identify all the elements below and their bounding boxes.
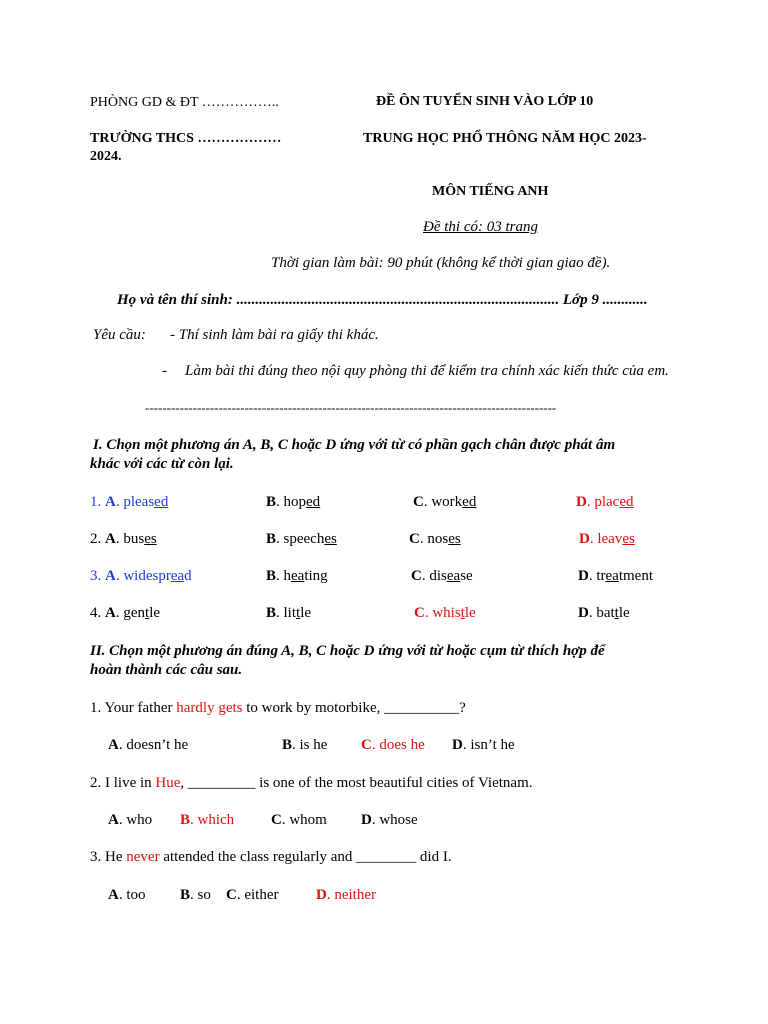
word-part: . widespr bbox=[115, 568, 171, 584]
option-letter: D bbox=[576, 494, 587, 510]
department-label: PHÒNG GD & ĐT …………….. bbox=[90, 95, 279, 110]
option-text: . whose bbox=[371, 812, 418, 828]
s1-q2-option-d bbox=[579, 531, 635, 548]
s1-q4-option-a bbox=[90, 605, 160, 622]
s2-q2-option-c bbox=[271, 812, 327, 829]
s1-q3-option-d bbox=[578, 568, 653, 585]
word-part: tment bbox=[618, 568, 654, 584]
underlined-part: t bbox=[460, 605, 465, 621]
underlined-part: ed bbox=[619, 494, 634, 510]
option-letter: D bbox=[452, 737, 463, 753]
requirement-2-dash: - bbox=[162, 363, 167, 379]
s2-q1-stem bbox=[90, 700, 466, 717]
word-part: . bus bbox=[115, 531, 145, 547]
school-label: TRƯỜNG THCS ……………… bbox=[90, 131, 282, 146]
option-text: . who bbox=[118, 812, 153, 828]
option-letter: C bbox=[413, 494, 424, 510]
option-letter: A bbox=[105, 494, 116, 510]
s1-q2-number: 2. bbox=[90, 531, 102, 547]
underlined-part: ed bbox=[462, 494, 477, 510]
option-text: . neither bbox=[326, 887, 376, 903]
option-letter: B bbox=[266, 605, 277, 621]
option-letter: B bbox=[266, 494, 277, 510]
option-letter: A bbox=[105, 605, 116, 621]
s1-q2-option-c bbox=[409, 531, 461, 548]
option-text: . too bbox=[118, 887, 146, 903]
exam-subtitle: TRUNG HỌC PHỔ THÔNG NĂM HỌC 2023- bbox=[363, 131, 647, 146]
highlighted-text: hardly gets bbox=[176, 700, 243, 716]
s1-q2-option-b bbox=[266, 531, 337, 548]
s1-q4-option-b bbox=[266, 605, 311, 622]
option-letter: A bbox=[108, 737, 119, 753]
word-part: le bbox=[300, 605, 312, 621]
exam-title: ĐỀ ÔN TUYỂN SINH VÀO LỚP 10 bbox=[376, 94, 594, 109]
s1-q4-number: 4. bbox=[90, 605, 102, 621]
option-text: . whom bbox=[281, 812, 327, 828]
option-letter: C bbox=[414, 605, 425, 621]
stem-text: to work by motorbike, __________? bbox=[242, 700, 466, 716]
option-text: . which bbox=[190, 812, 235, 828]
s1-q1-option-b bbox=[266, 494, 320, 511]
section1-title-cont: khác với các từ còn lại. bbox=[90, 456, 234, 472]
requirement-2: Làm bài thi đúng theo nội quy phòng thi để kiểm tra chính xác kiến thức của em. bbox=[185, 363, 669, 379]
option-text: . isn’t he bbox=[462, 737, 515, 753]
s2-q3-option-b bbox=[180, 887, 211, 904]
s2-q2-option-b bbox=[180, 812, 234, 829]
option-text: . either bbox=[236, 887, 279, 903]
s2-q2-stem bbox=[90, 775, 533, 792]
word-part: le bbox=[149, 605, 161, 621]
word-part: . leav bbox=[589, 531, 623, 547]
section1-title: I. Chọn một phương án A, B, C hoặc D ứng với từ có phần gạch chân được phát âm bbox=[93, 437, 616, 453]
divider-line: ----------------------------------------------------------------------------------------------- bbox=[145, 400, 557, 415]
word-part: le bbox=[464, 605, 476, 621]
s2-q2-option-a bbox=[108, 812, 152, 829]
option-letter: A bbox=[105, 531, 116, 547]
option-letter: C bbox=[409, 531, 420, 547]
word-part: . nos bbox=[419, 531, 449, 547]
option-letter: C bbox=[271, 812, 282, 828]
word-part: . work bbox=[423, 494, 463, 510]
option-letter: C bbox=[361, 737, 372, 753]
school-year-tail: 2024. bbox=[90, 149, 122, 164]
requirements-label: Yêu cầu: bbox=[93, 327, 146, 343]
stem-text: 3. He bbox=[90, 849, 127, 865]
underlined-part: es bbox=[324, 531, 337, 547]
underlined-part: ea bbox=[291, 568, 305, 584]
s1-q1-option-d bbox=[576, 494, 634, 511]
underlined-part: t bbox=[296, 605, 301, 621]
subject-title: MÔN TIẾNG ANH bbox=[432, 184, 549, 199]
underlined-part: es bbox=[144, 531, 157, 547]
s1-q1-option-c bbox=[413, 494, 476, 511]
word-part: . bat bbox=[588, 605, 615, 621]
option-letter: B bbox=[266, 531, 277, 547]
underlined-part: ed bbox=[154, 494, 169, 510]
s2-q1-option-c bbox=[361, 737, 425, 754]
s2-q1-option-d bbox=[452, 737, 515, 754]
section2-title: II. Chọn một phương án đúng A, B, C hoặc D ứng với từ hoặc cụm từ thích hợp để bbox=[90, 643, 605, 659]
highlighted-text: never bbox=[126, 849, 160, 865]
option-letter: D bbox=[578, 605, 589, 621]
option-letter: D bbox=[579, 531, 590, 547]
s1-q4-option-c bbox=[414, 605, 476, 622]
option-text: . so bbox=[190, 887, 211, 903]
option-letter: A bbox=[108, 887, 119, 903]
option-letter: B bbox=[180, 812, 191, 828]
option-text: . does he bbox=[371, 737, 425, 753]
s2-q3-stem bbox=[90, 849, 452, 866]
word-part: . dis bbox=[421, 568, 447, 584]
word-part: le bbox=[618, 605, 630, 621]
s1-q3-number: 3. bbox=[90, 568, 102, 584]
s1-q3-option-a bbox=[90, 568, 192, 585]
word-part: . plac bbox=[586, 494, 620, 510]
s1-q3-option-b bbox=[266, 568, 328, 585]
page-count: Đề thi có: 03 trang bbox=[423, 219, 538, 235]
s2-q3-option-c bbox=[226, 887, 279, 904]
word-part: . lit bbox=[276, 605, 297, 621]
option-text: . doesn’t he bbox=[118, 737, 189, 753]
s1-q1-option-a bbox=[90, 494, 168, 511]
requirement-1: - Thí sinh làm bài ra giấy thi khác. bbox=[170, 327, 379, 343]
s1-q3-option-c bbox=[411, 568, 473, 585]
option-letter: C bbox=[226, 887, 237, 903]
underlined-part: ea bbox=[446, 568, 461, 584]
s1-q4-option-d bbox=[578, 605, 630, 622]
option-letter: A bbox=[105, 568, 116, 584]
section2-title-cont: hoàn thành các câu sau. bbox=[90, 662, 243, 678]
s2-q3-option-a bbox=[108, 887, 146, 904]
s2-q2-option-d bbox=[361, 812, 418, 829]
candidate-line: Họ và tên thí sinh: ...................................................................................... Lớp 9 ............ bbox=[117, 292, 648, 308]
option-letter: B bbox=[180, 887, 191, 903]
underlined-part: ea bbox=[605, 568, 619, 584]
stem-text: 1. Your father bbox=[90, 700, 177, 716]
s2-q1-option-a bbox=[108, 737, 188, 754]
underlined-part: ed bbox=[306, 494, 321, 510]
s1-q2-option-a bbox=[90, 531, 157, 548]
word-part: se bbox=[460, 568, 473, 584]
option-text: . is he bbox=[292, 737, 328, 753]
underlined-part: es bbox=[448, 531, 461, 547]
stem-text: attended the class regularly and ________ did I. bbox=[159, 849, 452, 865]
option-letter: D bbox=[361, 812, 372, 828]
option-letter: C bbox=[411, 568, 422, 584]
word-part: . tr bbox=[588, 568, 606, 584]
word-part: . whis bbox=[424, 605, 461, 621]
word-part: . hop bbox=[276, 494, 307, 510]
highlighted-text: Hue bbox=[155, 775, 181, 791]
underlined-part: ea bbox=[170, 568, 185, 584]
option-letter: D bbox=[316, 887, 327, 903]
word-part: ting bbox=[304, 568, 328, 584]
s1-q1-number: 1. bbox=[90, 494, 102, 510]
word-part: . speech bbox=[276, 531, 325, 547]
option-letter: D bbox=[578, 568, 589, 584]
word-part: . gen bbox=[115, 605, 146, 621]
option-letter: B bbox=[266, 568, 277, 584]
underlined-part: es bbox=[622, 531, 635, 547]
stem-text: 2. I live in bbox=[90, 775, 156, 791]
word-part: d bbox=[184, 568, 192, 584]
stem-text: , _________ is one of the most beautiful cities of Vietnam. bbox=[180, 775, 533, 791]
underlined-part: t bbox=[145, 605, 150, 621]
underlined-part: t bbox=[614, 605, 619, 621]
option-letter: B bbox=[282, 737, 293, 753]
time-allowed: Thời gian làm bài: 90 phút (không kể thời gian giao đề). bbox=[271, 255, 611, 271]
option-letter: A bbox=[108, 812, 119, 828]
s2-q1-option-b bbox=[282, 737, 327, 754]
word-part: . h bbox=[276, 568, 292, 584]
word-part: . pleas bbox=[115, 494, 155, 510]
s2-q3-option-d bbox=[316, 887, 376, 904]
